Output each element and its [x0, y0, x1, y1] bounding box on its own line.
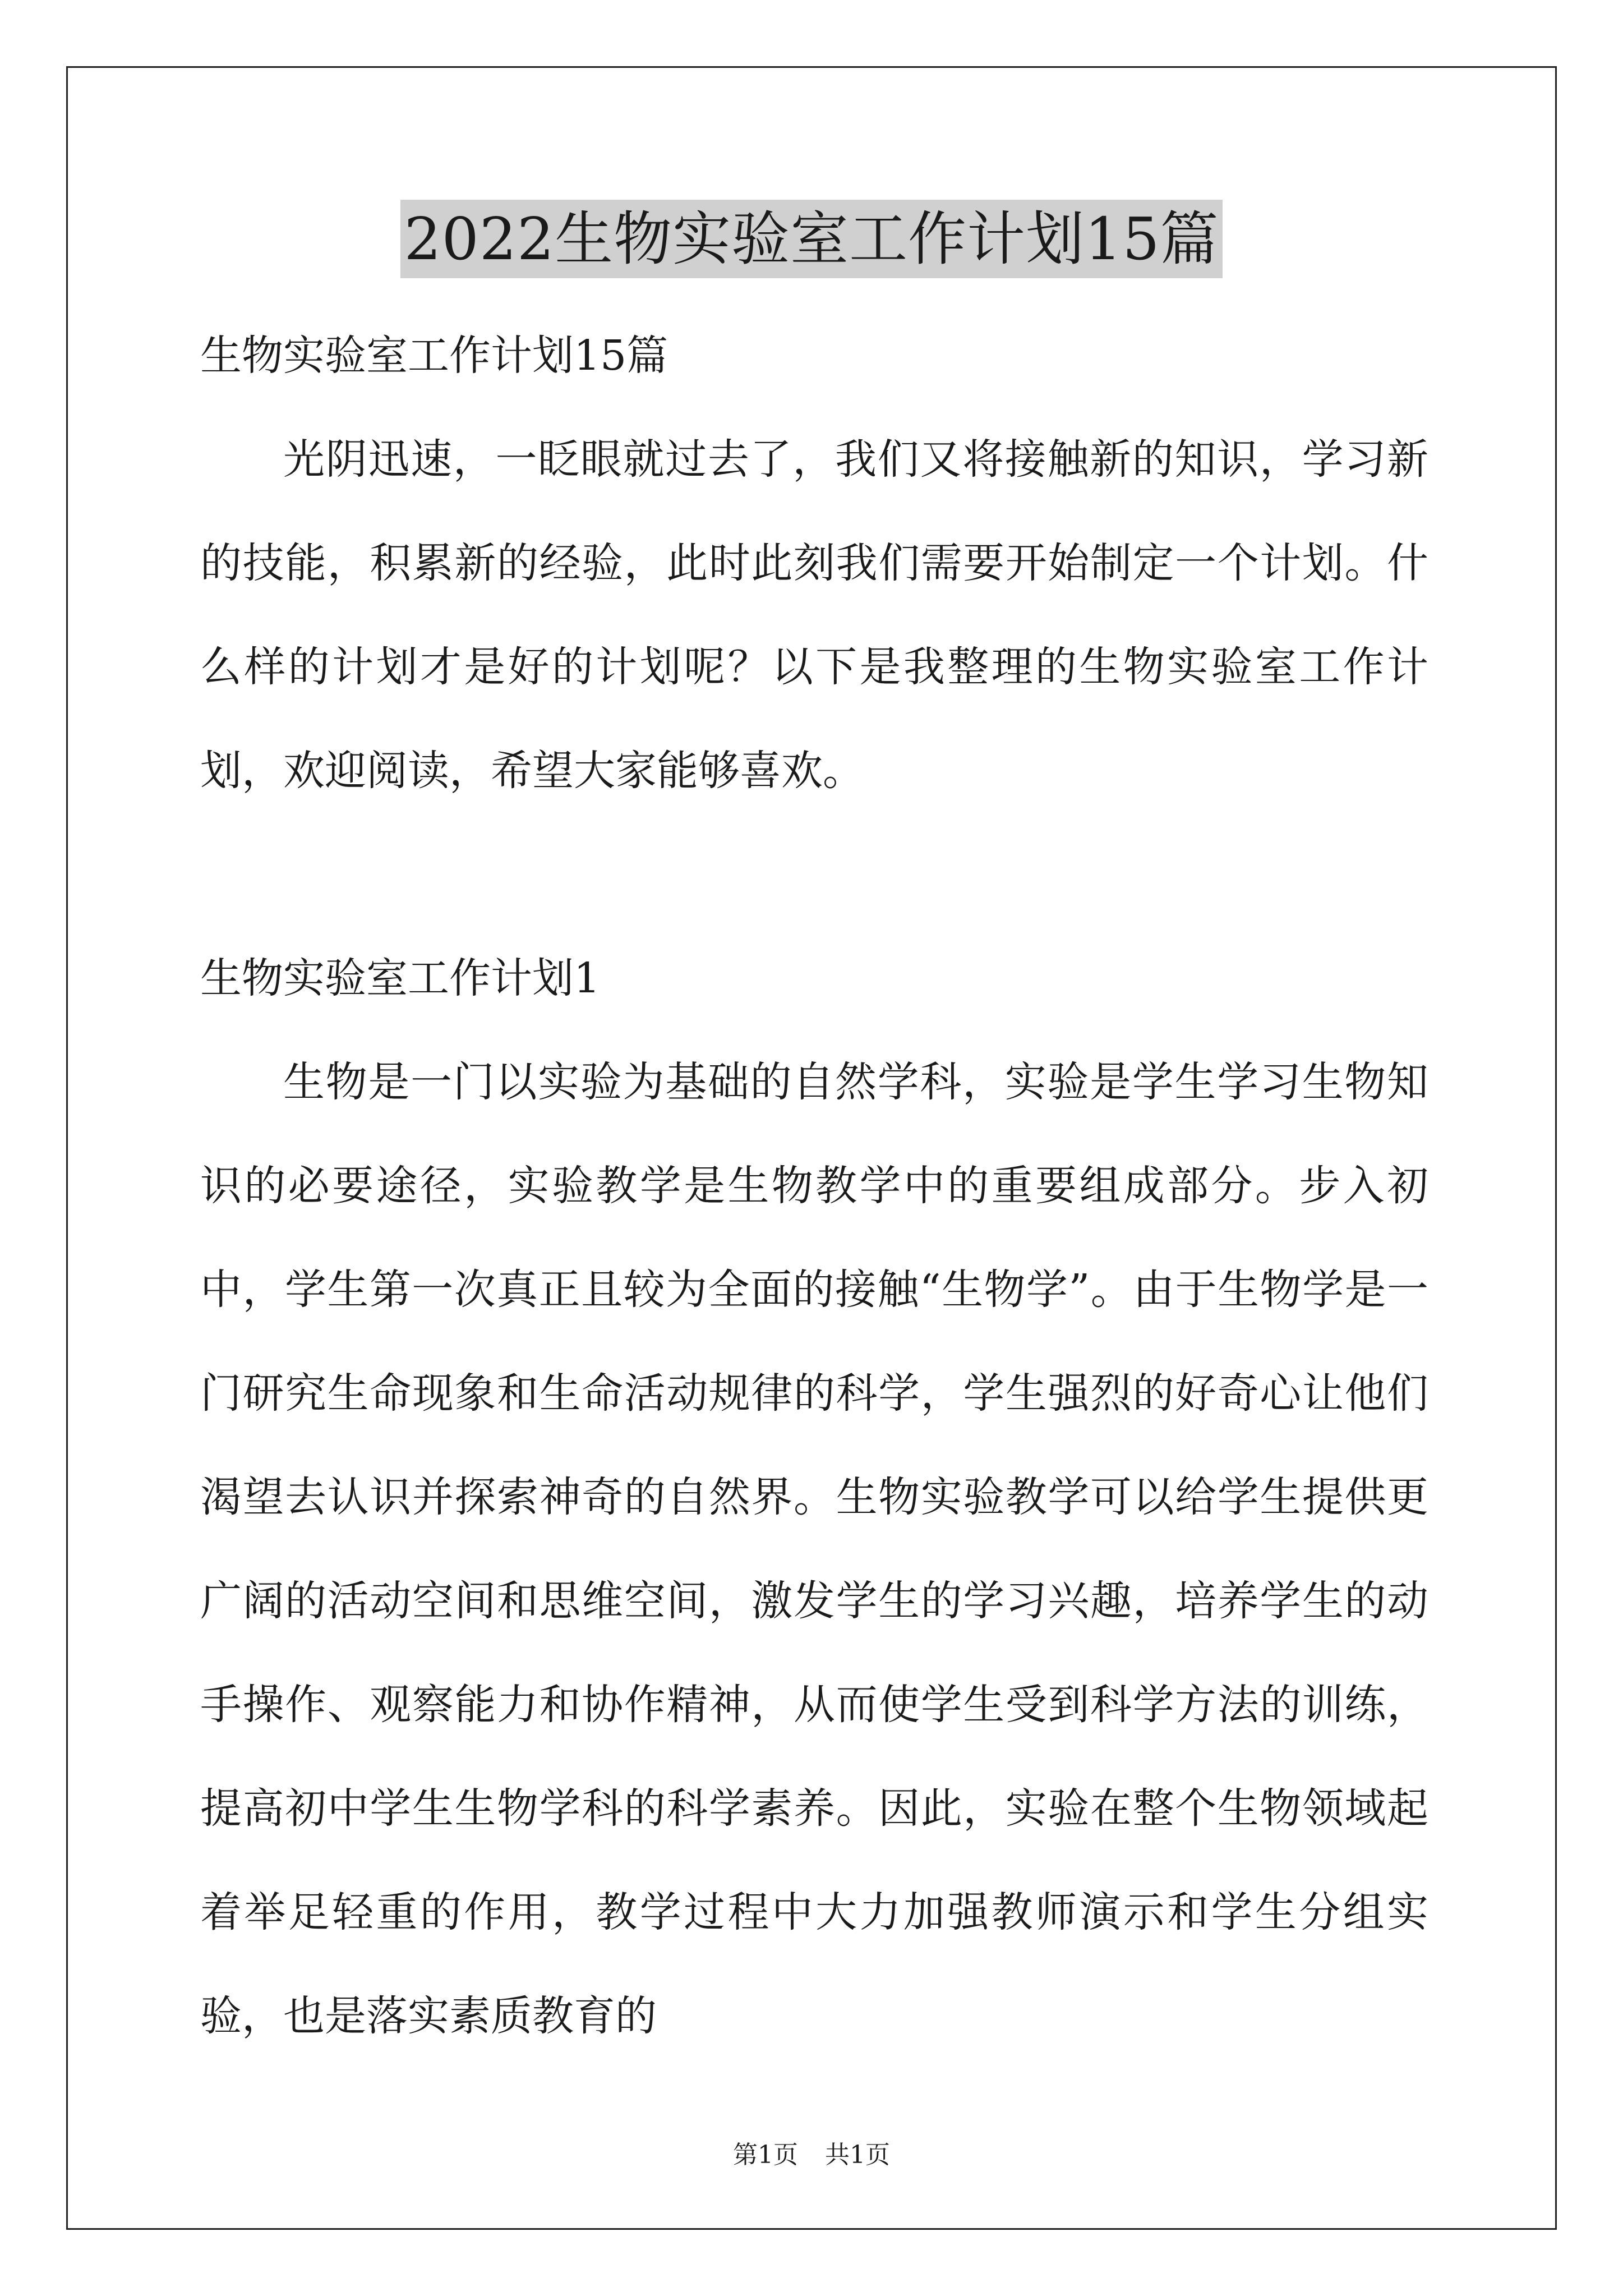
page-total: 共1页: [825, 2141, 890, 2169]
document-body: [200, 304, 1428, 2068]
document-subtitle: 生物实验室工作计划15篇: [200, 332, 668, 380]
section-paragraph: 生物是一门以实验为基础的自然学科，实验是学生学习生物知识的必要途径，实验教学是生物教学中的重要组成部分。步入初中，学生第一次真正且较为全面的接触“生物学”。由于生物学是一门研究生命现象和生命活动规律的科学，学生强烈的好奇心让他们渴望去认识并探索神奇的自然界。生物实验教学可以给学生提供更广阔的活动空间和思维空间，激发学生的学习兴趣，培养学生的动手操作、观察能力和协作精神，从而使学生受到科学方法的训练，提高初中学生生物学科的科学素养。因此，实验在整个生物领域起着举足轻重的作用，教学过程中大力加强教师演示和学生分组实验，也是落实素质教育的: [200, 1058, 1428, 2040]
title-container: [0, 200, 1623, 278]
section-heading: 生物实验室工作计划1: [200, 954, 601, 1002]
page-footer: [0, 2138, 1623, 2172]
document-title: 2022生物实验室工作计划15篇: [400, 200, 1222, 278]
page-number: 第1页: [733, 2141, 798, 2169]
intro-paragraph: 光阴迅速，一眨眼就过去了，我们又将接触新的知识，学习新的技能，积累新的经验，此时此刻我们需要开始制定一个计划。什么样的计划才是好的计划呢？以下是我整理的生物实验室工作计划，欢迎阅读，希望大家能够喜欢。: [200, 435, 1428, 795]
paragraph-spacer: [200, 823, 1428, 927]
